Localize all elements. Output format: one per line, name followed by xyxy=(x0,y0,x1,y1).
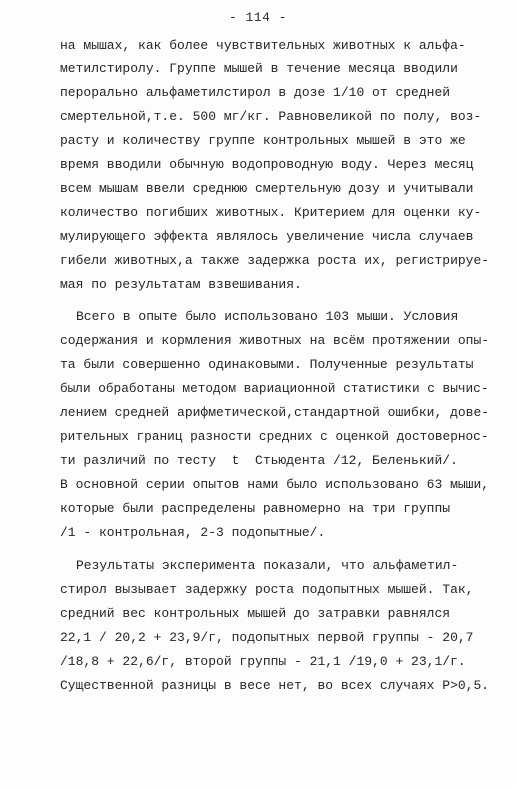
text-line: содержания и кормления животных на всём протяжении опы- xyxy=(60,333,490,348)
text-line: лением средней арифметической,стандартной ошибки, дове- xyxy=(60,405,490,420)
text-line: время вводили обычную водопроводную воду. Через месяц xyxy=(60,157,474,172)
text-line: ти различий по тесту t Стьюдента /12, Беленький/. xyxy=(60,453,458,468)
text-line: та были совершенно одинаковыми. Полученные результаты xyxy=(60,357,474,372)
text-line: рительных границ разности средних с оценкой достовернос- xyxy=(60,429,489,444)
text-line: 22,1 / 20,2 + 23,9/г, подопытных первой группы - 20,7 xyxy=(60,630,474,645)
text-line: гибели животных,а также задержка роста их, регистрируе- xyxy=(60,253,490,268)
page-number: - 114 - xyxy=(228,10,288,25)
text-line: расту и количеству группе контрольных мышей в это же xyxy=(60,133,466,148)
text-line: всем мышам ввели среднюю смертельную дозу и учитывали xyxy=(60,181,474,196)
text-line: стирол вызывает задержку роста подопытных мышей. Так, xyxy=(60,582,474,597)
text-line: В основной серии опытов нами было использовано 63 мыши, xyxy=(60,477,490,492)
text-line: Всего в опыте было использовано 103 мыши. Условия xyxy=(76,309,459,324)
text-line: которые были распределены равномерно на три группы xyxy=(60,501,451,516)
text-line: Существенной разницы в весе нет, во всех случаях P>0,5. xyxy=(60,678,490,693)
text-line: количество погибших животных. Критерием для оценки ку- xyxy=(60,205,482,220)
text-line: на мышах, как более чувствительных животных к альфа- xyxy=(60,38,466,53)
text-line: мулирующего эффекта являлось увеличение числа случаев xyxy=(60,229,474,244)
text-line: /18,8 + 22,6/г, второй группы - 21,1 /19,0 + 23,1/г. xyxy=(60,654,466,669)
text-line: мая по результатам взвешивания. xyxy=(60,277,302,292)
text-line: были обработаны методом вариационной статистики с вычис- xyxy=(60,381,489,396)
text-line: смертельной,т.е. 500 мг/кг. Равновеликой по полу, воз- xyxy=(60,109,482,124)
text-line: /1 - контрольная, 2-3 подопытные/. xyxy=(60,525,326,540)
text-line: Результаты эксперимента показали, что альфаметил- xyxy=(76,558,459,573)
text-line: перорально альфаметилстирол в дозе 1/10 от средней xyxy=(60,85,451,100)
text-line: метилстиролу. Группе мышей в течение месяца вводили xyxy=(60,61,458,76)
text-line: средний вес контрольных мышей до затравки равнялся xyxy=(60,606,451,621)
